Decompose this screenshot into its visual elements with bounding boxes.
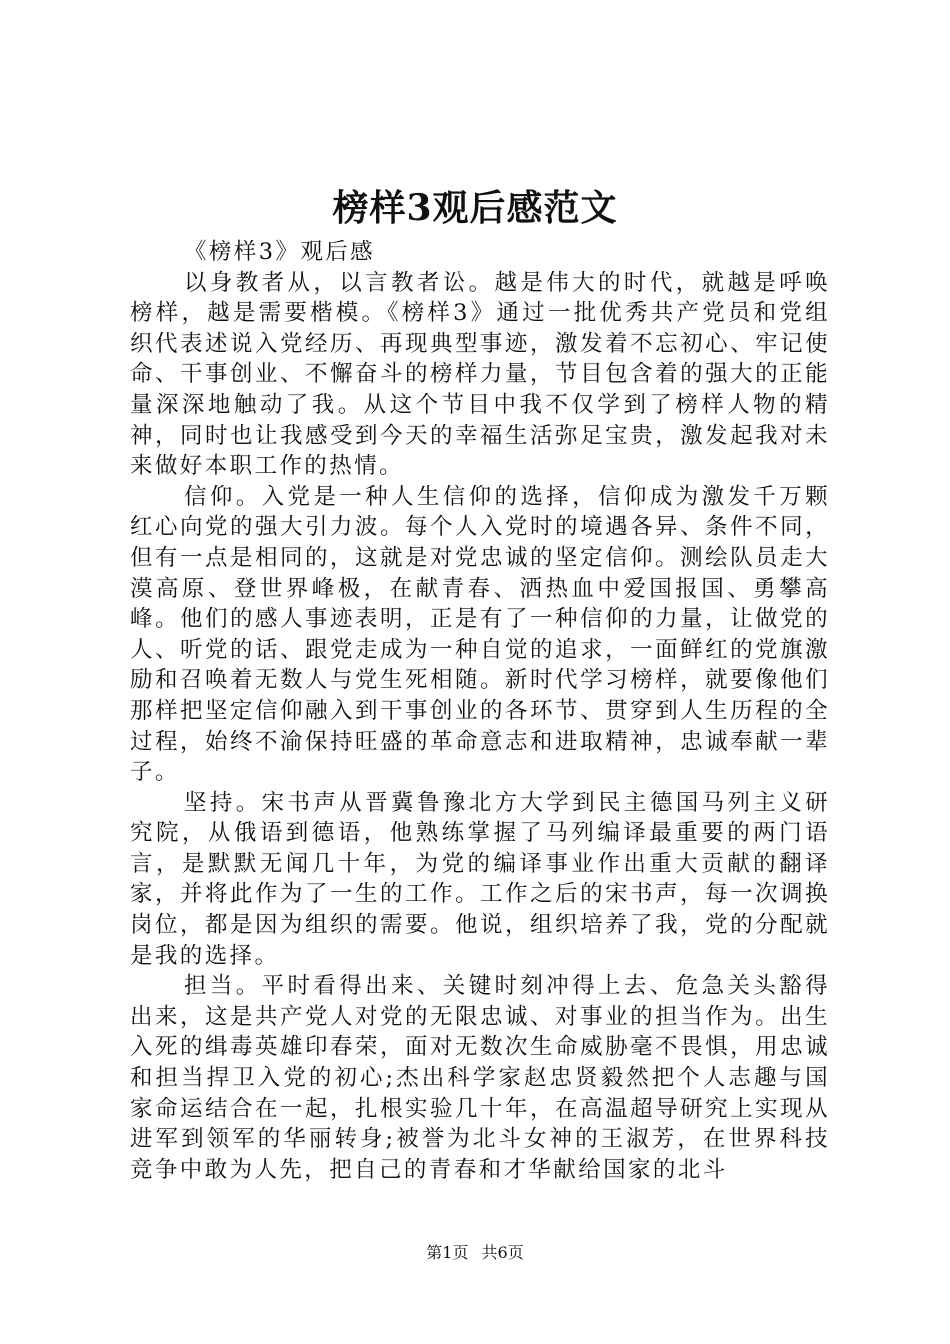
paragraph-responsibility: 担当。平时看得出来、关键时刻冲得上去、危急关头豁得出来，这是共产党人对党的无限忠诚、对事业的担当作为。出生入死的缉毒英雄印春荣，面对无数次生命威胁毫不畏惧，用忠诚和担当捍卫入党的初心;杰出科学家赵忠贤毅然把个人志趣与国家命运结合在一起，扎根实验几十年，在高温超导研究上实现从进军到领军的华丽转身;被誉为北斗女神的王淑芳，在世界科技竞争中敢为人先，把自己的青春和才华献给国家的北斗 bbox=[130, 973, 830, 1183]
document-body bbox=[130, 237, 830, 1185]
page-footer bbox=[0, 1242, 950, 1264]
page-number: 第1页 bbox=[426, 1243, 469, 1262]
paragraph-persistence: 坚持。宋书声从晋冀鲁豫北方大学到民主德国马列主义研究院，从俄语到德语，他熟练掌握了马列编译最重要的两门语言，是默默无闻几十年，为党的编译事业作出重大贡献的翻译家，并将此作为了一生的工作。工作之后的宋书声，每一次调换岗位，都是因为组织的需要。他说，组织培养了我，党的分配就是我的选择。 bbox=[130, 789, 830, 969]
page-total: 共6页 bbox=[481, 1243, 524, 1262]
paragraph-faith: 信仰。入党是一种人生信仰的选择，信仰成为激发千万颗红心向党的强大引力波。每个人入党时的境遇各异、条件不同，但有一点是相同的，这就是对党忠诚的坚定信仰。测绘队员走大漠高原、登世界峰极，在献青春、洒热血中爱国报国、勇攀高峰。他们的感人事迹表明，正是有了一种信仰的力量，让做党的人、听党的话、跟党走成为一种自觉的追求，一面鲜红的党旗激励和召唤着无数人与党生死相随。新时代学习榜样，就要像他们那样把坚定信仰融入到干事创业的各环节、贯穿到人生历程的全过程，始终不渝保持旺盛的革命意志和进取精神，忠诚奉献一辈子。 bbox=[130, 483, 830, 786]
paragraph-subtitle: 《榜样3》观后感 bbox=[184, 239, 376, 265]
document-title: 榜样3观后感范文 bbox=[332, 187, 618, 229]
paragraph-intro: 以身教者从，以言教者讼。越是伟大的时代，就越是呼唤榜样，越是需要楷模。《榜样3》通过一批优秀共产党员和党组织代表述说入党经历、再现典型事迹，激发着不忘初心、牢记使命、干事创业、不懈奋斗的榜样力量，节目包含着的强大的正能量深深地触动了我。从这个节目中我不仅学到了榜样人物的精神，同时也让我感受到今天的幸福生活弥足宝贵，激发起我对未来做好本职工作的热情。 bbox=[130, 269, 830, 480]
